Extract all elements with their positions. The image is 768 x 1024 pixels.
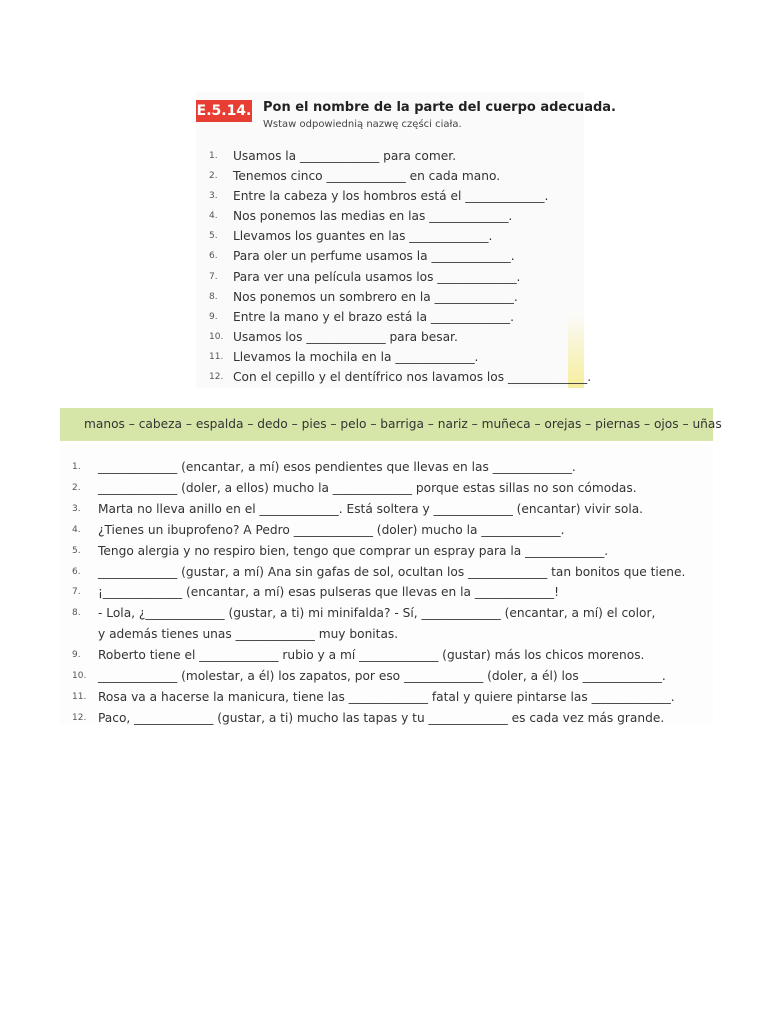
item-number: 8. xyxy=(209,291,218,302)
list-item xyxy=(60,478,713,498)
item-number: 12. xyxy=(209,372,224,383)
list-item xyxy=(196,206,576,226)
item-text: Llevamos los guantes en las _____________. xyxy=(233,229,493,244)
item-text: Paco, _____________ (gustar, a ti) mucho las tapas y tu _____________ es cada vez más grande. xyxy=(98,710,665,725)
item-text: ¿Tienes un ibuprofeno? A Pedro _____________ (doler) mucho la _____________. xyxy=(98,522,565,537)
exercise-title: Pon el nombre de la parte del cuerpo adecuada. xyxy=(263,100,616,115)
item-number: 9. xyxy=(209,311,218,322)
list-item xyxy=(196,186,576,206)
item-number: 11. xyxy=(72,691,87,702)
item-number: 2. xyxy=(72,482,81,493)
exercise-2-list xyxy=(60,445,713,725)
word-bank xyxy=(60,408,722,441)
item-number: 12. xyxy=(72,712,87,723)
list-item xyxy=(196,367,592,387)
item-number: 7. xyxy=(209,271,218,282)
item-number: 6. xyxy=(209,251,218,262)
item-text: Nos ponemos un sombrero en la _____________. xyxy=(233,289,518,304)
item-text: y además tienes unas _____________ muy bonitas. xyxy=(98,627,399,642)
item-text: _____________ (molestar, a él) los zapatos, por eso _____________ (doler, a él) los _____________. xyxy=(98,669,666,683)
item-text: Para ver una película usamos los _____________. xyxy=(233,269,521,284)
item-text: Usamos la _____________ para comer. xyxy=(233,149,456,163)
exercise-1-panel xyxy=(196,92,616,388)
item-text: Rosa va a hacerse la manicura, tiene las _____________ fatal y quiere pintarse las _____________. xyxy=(98,689,675,704)
item-text: Entre la mano y el brazo está la _____________. xyxy=(233,309,515,324)
item-text: - Lola, ¿_____________ (gustar, a ti) mi minifalda? - Sí, _____________ (encantar, a mí) el color, xyxy=(98,606,656,621)
word-bank-text: manos – cabeza – espalda – dedo – pies – pelo – barriga – nariz – muñeca – orejas – piernas – ojos – uñas xyxy=(84,417,722,431)
item-number: 1. xyxy=(72,462,81,472)
list-item xyxy=(60,666,713,686)
item-number: 10. xyxy=(72,671,87,681)
item-number: 6. xyxy=(72,566,81,577)
list-item xyxy=(60,687,713,707)
item-text: Tengo alergia y no respiro bien, tengo que comprar un espray para la _____________. xyxy=(98,543,609,558)
list-item xyxy=(60,541,713,561)
list-item xyxy=(60,520,713,540)
item-number: 7. xyxy=(72,587,81,598)
exercise-subtitle: Wstaw odpowiednią nazwę części ciała. xyxy=(263,119,462,130)
list-item xyxy=(60,708,713,728)
item-text: Nos ponemos las medias en las _____________. xyxy=(233,209,513,224)
list-item xyxy=(196,307,576,327)
exercise-tag: E.5.14. xyxy=(196,100,252,122)
item-text: Roberto tiene el _____________ rubio y a mí _____________ (gustar) más los chicos morenos. xyxy=(98,648,645,663)
list-item xyxy=(60,624,713,644)
item-number: 1. xyxy=(209,151,218,161)
item-number: 11. xyxy=(209,351,224,362)
item-text: Marta no lleva anillo en el _____________. Está soltera y _____________ (encantar) vivir sola. xyxy=(98,501,644,516)
list-item xyxy=(60,603,713,623)
list-item xyxy=(60,457,713,477)
item-text: _____________ (encantar, a mí) esos pendientes que llevas en las _____________. xyxy=(98,460,576,474)
item-text: Usamos los _____________ para besar. xyxy=(233,329,458,344)
list-item xyxy=(60,645,713,665)
list-item xyxy=(60,582,713,602)
item-text: _____________ (gustar, a mí) Ana sin gafas de sol, ocultan los _____________ tan bonitos que tiene. xyxy=(98,564,686,579)
item-number: 9. xyxy=(72,650,81,661)
list-item xyxy=(60,562,713,582)
item-text: ¡_____________ (encantar, a mí) esas pulseras que llevas en la _____________! xyxy=(98,585,559,600)
list-item xyxy=(196,226,576,246)
list-item xyxy=(196,287,576,307)
item-number: 4. xyxy=(72,524,81,535)
list-item xyxy=(60,499,713,519)
item-number: 2. xyxy=(209,171,218,182)
item-number: 3. xyxy=(209,191,218,202)
item-number: 4. xyxy=(209,211,218,222)
item-text: Para oler un perfume usamos la _____________. xyxy=(233,249,515,264)
item-text: Con el cepillo y el dentífrico nos lavamos los _____________. xyxy=(233,370,592,385)
exercise-1-list xyxy=(196,146,592,387)
list-item xyxy=(196,327,576,347)
list-item xyxy=(196,267,576,287)
item-number: 10. xyxy=(209,331,224,342)
item-text: Llevamos la mochila en la _____________. xyxy=(233,349,479,364)
list-item xyxy=(196,246,576,266)
list-item xyxy=(196,166,576,186)
item-text: _____________ (doler, a ellos) mucho la _____________ porque estas sillas no son cómodas. xyxy=(98,480,637,495)
item-text: Entre la cabeza y los hombros está el _____________. xyxy=(233,189,549,204)
item-text: Tenemos cinco _____________ en cada mano. xyxy=(233,169,501,184)
item-number: 5. xyxy=(209,231,218,242)
item-number: 3. xyxy=(72,503,81,514)
list-item xyxy=(196,347,576,367)
item-number: 5. xyxy=(72,545,81,556)
list-item xyxy=(196,146,576,166)
item-number: 8. xyxy=(72,608,81,619)
